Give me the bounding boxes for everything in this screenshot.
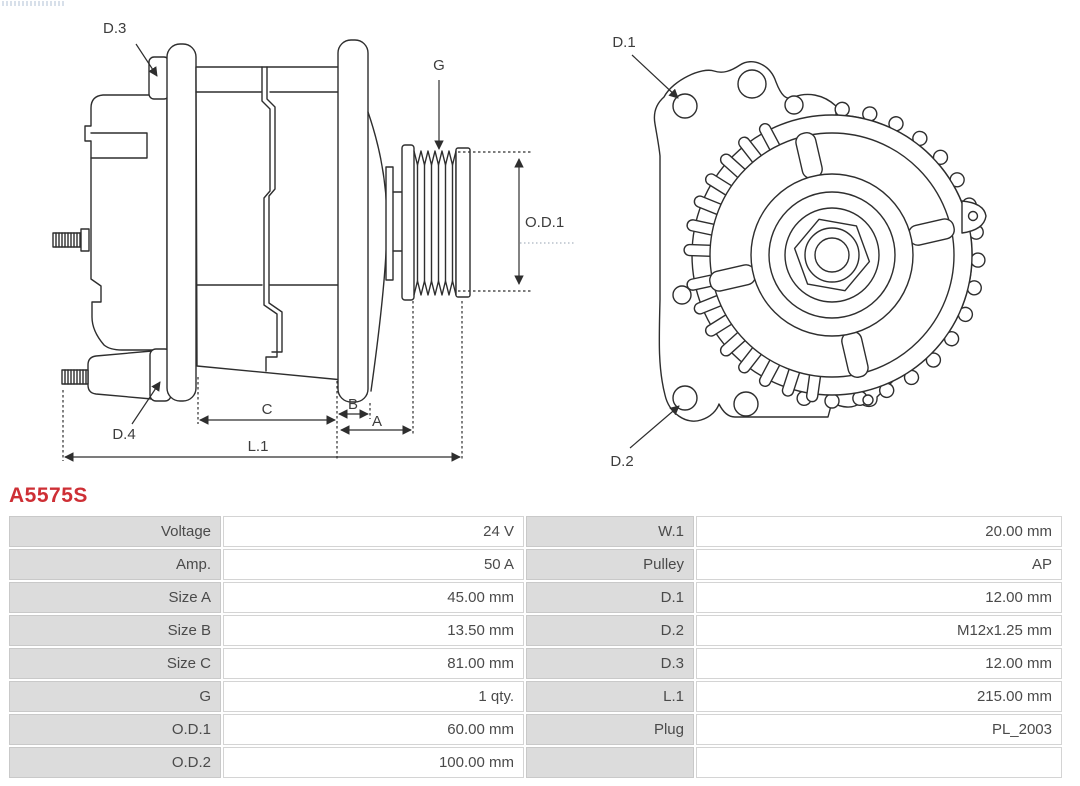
leader-d1	[632, 55, 678, 98]
spec-value-cell: 1 qty.	[223, 681, 524, 712]
bottom-right-lug-hole	[863, 395, 873, 405]
d2-mount-hole	[673, 386, 697, 410]
part-number: A5575S	[9, 484, 88, 507]
front-view-drawing	[654, 62, 986, 421]
spec-label-cell: G	[9, 681, 221, 712]
spec-value-cell: 100.00 mm	[223, 747, 524, 778]
spec-label-cell: Plug	[526, 714, 694, 745]
d1-mount-hole	[673, 94, 697, 118]
dim-label-b: B	[347, 396, 359, 413]
spec-value-cell: 20.00 mm	[696, 516, 1062, 547]
dim-label-g: G	[433, 57, 445, 74]
spec-value-cell: 12.00 mm	[696, 582, 1062, 613]
pulley-left-flange	[402, 145, 414, 300]
front-view-labels	[610, 34, 635, 470]
spec-value-cell: 13.50 mm	[223, 615, 524, 646]
dim-label-a: A	[371, 413, 383, 430]
dim-label-l1: L.1	[247, 438, 269, 455]
dim-label-d2: D.2	[610, 453, 634, 470]
spec-label-cell: D.3	[526, 648, 694, 679]
spec-value-cell: 24 V	[223, 516, 524, 547]
spec-table	[7, 514, 1064, 780]
spec-value-cell: 81.00 mm	[223, 648, 524, 679]
pulley-groove-top	[414, 151, 456, 165]
stud2-thread	[62, 370, 88, 384]
table-row	[9, 615, 1062, 646]
spec-value-cell: M12x1.25 mm	[696, 615, 1062, 646]
dim-label-od1: O.D.1	[525, 214, 565, 231]
rear-ear	[167, 44, 196, 401]
side-view-drawing	[53, 40, 470, 402]
spec-label-cell: O.D.1	[9, 714, 221, 745]
spec-value-cell: 50 A	[223, 549, 524, 580]
table-row	[9, 747, 1062, 778]
right-tab-hole	[969, 212, 978, 221]
table-row	[9, 516, 1062, 547]
dim-label-d4: D.4	[112, 426, 136, 443]
spec-label-cell: D.2	[526, 615, 694, 646]
spec-label-cell: Size C	[9, 648, 221, 679]
stud-thread-hatch	[56, 233, 80, 247]
spec-label-cell	[526, 747, 694, 778]
terminal-horn	[88, 351, 152, 399]
dim-label-c: C	[261, 401, 273, 418]
pulley-groove-bottom	[414, 281, 456, 295]
shaft-lines	[393, 192, 402, 251]
table-row	[9, 681, 1062, 712]
pulley-right-flange	[456, 148, 470, 297]
table-row	[9, 714, 1062, 745]
spec-value-cell: 12.00 mm	[696, 648, 1062, 679]
spec-label-cell: O.D.2	[9, 747, 221, 778]
spec-label-cell: Size B	[9, 615, 221, 646]
spec-value-cell: PL_2003	[696, 714, 1062, 745]
bottom-hole	[734, 392, 758, 416]
top-small-hole	[785, 96, 803, 114]
spec-value-cell: 215.00 mm	[696, 681, 1062, 712]
spec-value-cell	[696, 747, 1062, 778]
shaft-end	[815, 238, 849, 272]
stud-collar	[81, 229, 89, 251]
spec-value-cell: AP	[696, 549, 1062, 580]
pulley-groove-lines	[418, 151, 457, 295]
spec-label-cell: Amp.	[9, 549, 221, 580]
spec-label-cell: Voltage	[9, 516, 221, 547]
dim-label-d1: D.1	[612, 34, 636, 51]
d3-tab	[149, 57, 169, 99]
front-ear	[338, 40, 368, 402]
table-row	[9, 582, 1062, 613]
nose-cone	[368, 112, 387, 391]
spec-label-cell: Pulley	[526, 549, 694, 580]
spec-label-cell: Size A	[9, 582, 221, 613]
shaft-spacer	[386, 167, 393, 280]
spec-label-cell: D.1	[526, 582, 694, 613]
spec-label-cell: W.1	[526, 516, 694, 547]
spec-value-cell: 60.00 mm	[223, 714, 524, 745]
table-row	[9, 648, 1062, 679]
spec-value-cell: 45.00 mm	[223, 582, 524, 613]
dim-label-d3: D.3	[103, 20, 127, 37]
leader-d2	[630, 406, 679, 448]
table-row	[9, 549, 1062, 580]
top-large-hole	[738, 70, 766, 98]
spec-label-cell: L.1	[526, 681, 694, 712]
